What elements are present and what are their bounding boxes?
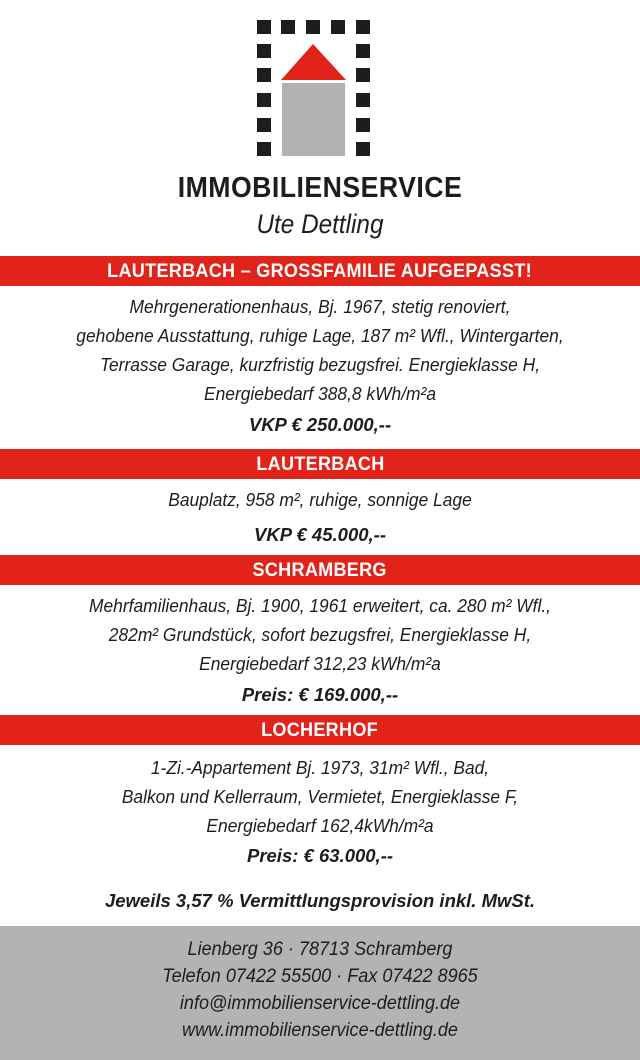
description-line: Bauplatz, 958 m², ruhige, sonnige Lage	[168, 489, 472, 510]
description-line: gehobene Ausstattung, ruhige Lage, 187 m² Wfl., Wintergarten,	[76, 325, 564, 346]
description-line: Balkon und Kellerraum, Vermietet, Energieklasse F,	[121, 786, 519, 807]
listing-description	[0, 753, 640, 840]
listing-location: LAUTERBACH	[255, 454, 385, 475]
description-line: Mehrfamilienhaus, Bj. 1900, 1961 erweitert, ca. 280 m² Wfl.,	[88, 595, 552, 616]
listing-title-bar	[0, 555, 640, 585]
listing-title-bar	[0, 715, 640, 745]
contact-email-link[interactable]: info@immobilienservice-dettling.de	[179, 993, 461, 1014]
contact-website-link[interactable]: www.immobilienservice-dettling.de	[182, 1020, 458, 1041]
listing-location: LOCHERHOF	[261, 720, 379, 741]
company-logo	[0, 0, 640, 170]
listing-description	[0, 485, 640, 514]
description-line: 282m² Grundstück, sofort bezugsfrei, Energieklasse H,	[108, 624, 532, 645]
contact-phone-fax: Telefon 07422 55500 · Fax 07422 8965	[162, 966, 478, 987]
listing-price: VKP € 45.000,--	[254, 524, 386, 545]
listing-title-bar	[0, 256, 640, 286]
listing-description	[0, 292, 640, 408]
logo-house	[282, 83, 345, 156]
owner-name: Ute Dettling	[256, 209, 384, 239]
listing-price: Preis: € 63.000,--	[246, 845, 394, 866]
commission-note: Jeweils 3,57 % Vermittlungsprovision inkl. MwSt.	[104, 890, 536, 911]
listing-price: VKP € 250.000,--	[248, 414, 392, 435]
logo-roof	[281, 44, 346, 80]
listing-price: Preis: € 169.000,--	[241, 684, 399, 705]
listing-description	[0, 591, 640, 678]
company-name: IMMOBILIENSERVICE	[177, 172, 463, 204]
description-line: Energiebedarf 162,4kWh/m²a	[206, 815, 434, 836]
contact-footer	[0, 926, 640, 1060]
description-line: Energiebedarf 312,23 kWh/m²a	[199, 653, 441, 674]
listing-title-bar	[0, 449, 640, 479]
description-line: Energiebedarf 388,8 kWh/m²a	[203, 383, 436, 404]
description-line: Mehrgenerationenhaus, Bj. 1967, stetig renoviert,	[129, 296, 511, 317]
listing-location: SCHRAMBERG	[252, 560, 388, 581]
description-line: 1-Zi.-Appartement Bj. 1973, 31m² Wfl., Bad,	[150, 757, 490, 778]
description-line: Terrasse Garage, kurzfristig bezugsfrei. Energieklasse H,	[99, 354, 541, 375]
contact-address: Lienberg 36 · 78713 Schramberg	[187, 939, 453, 960]
listing-location: LAUTERBACH – GROSSFAMILIE AUFGEPASST!	[107, 261, 533, 282]
